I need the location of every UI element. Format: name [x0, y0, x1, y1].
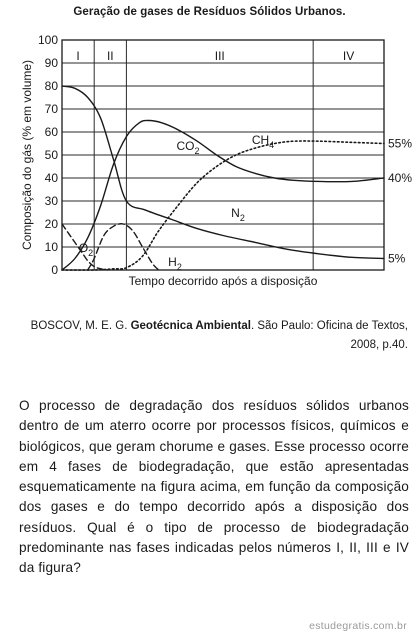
series-line-ch4 — [62, 141, 384, 270]
phase-label-I: I — [76, 49, 80, 63]
question-text: O processo de degradação dos resíduos sólidos urbanos dentro de um aterro ocorre por processos físicos, químicos e biológicos, que geram chorume e gases. Esse processo ocorre em 4 fases de biodegradação, que estão apresentadas esquematicamente na figura acima, em função da composição dos gases e do tempo decorrido após a disposição dos resíduos. Qual é o tipo de processo de biodegradação predominante nas fases indicadas pelos números I, II, III e IV da figura? — [19, 398, 409, 576]
series-label-n2: $N_2$ — [231, 206, 245, 223]
series-label-ch4: $CH_4$ — [251, 133, 275, 150]
y-tick-label-80: 80 — [44, 79, 58, 93]
y-axis-title: Composição do gás (% em volume) — [20, 59, 34, 251]
watermark: estudegratis.com.br — [309, 620, 407, 632]
y-tick-label-60: 60 — [44, 125, 58, 139]
x-axis-title: Tempo decorrido após a disposição — [128, 274, 318, 288]
citation-rest: . São Paulo: Oficina de Textos, 2008, p.40. — [250, 320, 408, 351]
y-tick-label-40: 40 — [44, 171, 58, 185]
phase-label-II: II — [106, 49, 114, 63]
series-label-h2: $H_2$ — [168, 255, 182, 272]
chart-grid — [62, 63, 384, 247]
y-tick-label-20: 20 — [44, 217, 58, 231]
y-tick-label-0: 0 — [51, 263, 58, 277]
series-line-co2 — [62, 120, 384, 270]
series-label-co2: $CO_2$ — [176, 139, 200, 156]
phase-label-III: III — [214, 49, 225, 63]
phase-label-IV: IV — [342, 49, 355, 63]
y-tick-label-50: 50 — [44, 148, 58, 162]
y-tick-label-30: 30 — [44, 194, 58, 208]
citation-work: Geotécnica Ambiental — [130, 320, 251, 332]
y-tick-label-70: 70 — [44, 102, 58, 116]
citation — [28, 317, 408, 355]
y-tick-label-90: 90 — [44, 56, 58, 70]
y-tick-label-10: 10 — [44, 240, 58, 254]
citation-author: BOSCOV, M. E. G. — [30, 320, 128, 332]
end-label-2: 5% — [388, 251, 406, 266]
series-label-o2: $O_2$ — [78, 241, 94, 258]
y-tick-label-100: 100 — [37, 33, 58, 47]
end-label-0: 55% — [388, 136, 413, 151]
chart-title: Geração de gases de Resíduos Sólidos Urbanos. — [73, 6, 346, 18]
gas-generation-chart — [0, 0, 419, 300]
axes — [20, 33, 318, 288]
end-label-1: 40% — [388, 171, 413, 185]
